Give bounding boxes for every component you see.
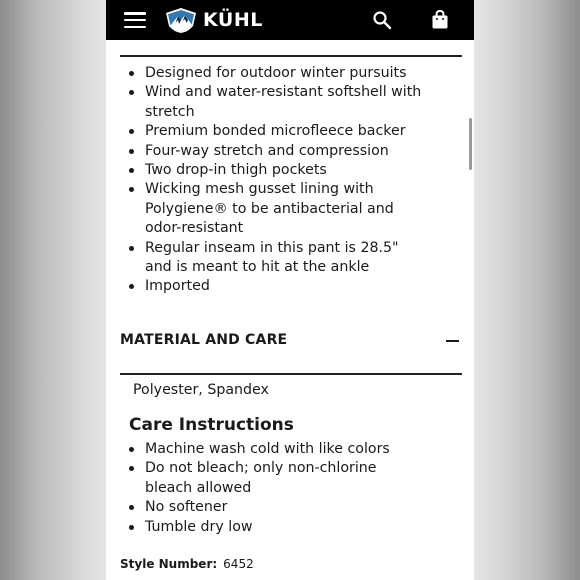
style-number-label: Style Number: [120,557,218,571]
section-divider [120,373,462,375]
material-composition: Polyester, Spandex [133,382,269,398]
list-item: No softener [126,498,426,517]
brand-wordmark[interactable]: KÜHL [203,9,263,31]
list-item: Premium bonded microfleece backer [126,122,426,141]
list-item: Imported [126,277,426,296]
list-item: Two drop-in thigh pockets [126,161,426,180]
list-item: Wicking mesh gusset lining with Polygiene® to be antibacterial and odor-resistant [126,180,426,238]
section-divider [120,55,462,57]
material-care-accordion-toggle[interactable] [120,330,462,350]
list-item: Tumble dry low [126,518,426,537]
hamburger-menu-icon[interactable] [124,12,146,28]
shopping-bag-icon[interactable] [430,9,450,30]
minus-icon[interactable] [446,340,459,342]
product-details-page [106,0,474,580]
section-title: MATERIAL AND CARE [120,332,288,348]
blurred-background-left [0,0,106,580]
care-instructions-list [126,440,426,537]
list-item: Four-way stretch and compression [126,142,426,161]
scrollbar-thumb[interactable] [469,118,472,170]
list-item: Wind and water-resistant softshell with stretch [126,83,426,122]
blurred-background-right [474,0,580,580]
site-header [106,0,474,40]
mountain-shield-logo[interactable] [164,7,198,34]
care-instructions-heading: Care Instructions [129,415,294,435]
list-item: Regular inseam in this pant is 28.5" and is meant to hit at the ankle [126,239,426,278]
style-number-value: 6452 [223,557,254,571]
list-item: Machine wash cold with like colors [126,440,426,459]
list-item: Designed for outdoor winter pursuits [126,64,426,83]
search-icon[interactable] [372,10,392,30]
list-item: Do not bleach; only non-chlorine bleach allowed [126,459,426,498]
feature-list [126,64,426,297]
style-number [120,557,254,571]
